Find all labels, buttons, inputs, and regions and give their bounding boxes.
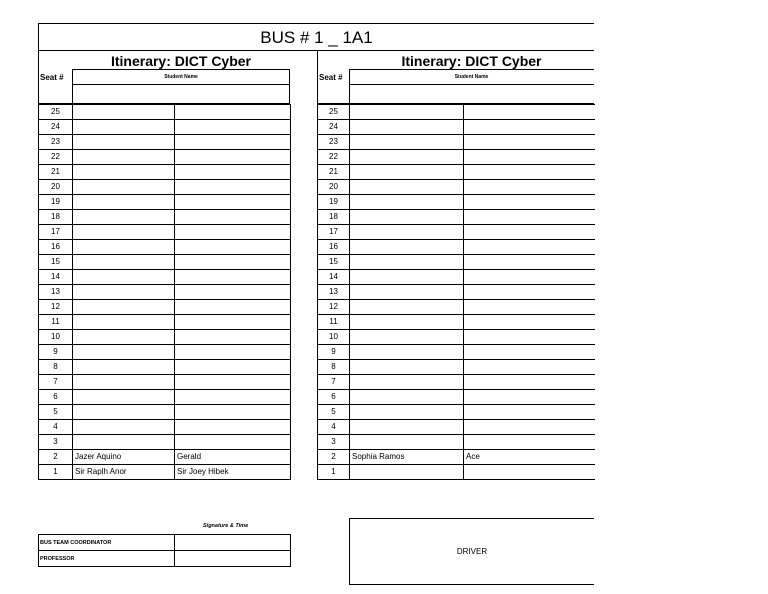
right-name-header: Student Name (454, 74, 489, 80)
seat-number: 1 (39, 465, 73, 480)
seat-row (39, 435, 291, 450)
seat-row (318, 360, 595, 375)
student-name-cell (464, 465, 595, 480)
student-name-cell (350, 105, 464, 120)
coordinator-label: BUS TEAM COORDINATOR (39, 535, 175, 551)
seat-number: 8 (39, 360, 73, 375)
student-name-cell (350, 270, 464, 285)
student-name-cell (350, 465, 464, 480)
student-name-cell (175, 195, 291, 210)
student-name-cell (464, 435, 595, 450)
seat-number: 10 (318, 330, 350, 345)
seat-number: 23 (318, 135, 350, 150)
seat-number: 13 (39, 285, 73, 300)
student-name-cell (350, 390, 464, 405)
coordinator-row (39, 535, 291, 551)
seat-row (318, 255, 595, 270)
student-name-cell (175, 120, 291, 135)
seat-row (39, 330, 291, 345)
seat-number: 9 (318, 345, 350, 360)
student-name-cell (350, 210, 464, 225)
seat-row (39, 225, 291, 240)
seat-row (318, 285, 595, 300)
right-blank-header-row (317, 85, 594, 104)
seat-number: 5 (318, 405, 350, 420)
student-name-cell (350, 225, 464, 240)
student-name-cell: Ace (464, 450, 595, 465)
left-seat-table (38, 104, 291, 480)
seat-number: 3 (39, 435, 73, 450)
student-name-cell (350, 345, 464, 360)
seat-number: 24 (39, 120, 73, 135)
left-seat-header: Seat # (40, 73, 64, 82)
left-seat-rows (39, 105, 291, 480)
student-name-cell (73, 195, 175, 210)
student-name-cell (73, 375, 175, 390)
seat-row (318, 120, 595, 135)
student-name-cell (464, 240, 595, 255)
student-name-cell: Sir Joey Hibek (175, 465, 291, 480)
driver-box: DRIVER (349, 518, 594, 585)
seat-row (318, 300, 595, 315)
student-name-cell (73, 420, 175, 435)
student-name-cell (73, 345, 175, 360)
student-name-cell (350, 435, 464, 450)
seat-row (39, 345, 291, 360)
student-name-cell: Sophia Ramos (350, 450, 464, 465)
seat-number: 21 (318, 165, 350, 180)
student-name-cell (350, 135, 464, 150)
left-itinerary-title: Itinerary: DICT Cyber (110, 53, 252, 69)
seat-number: 8 (318, 360, 350, 375)
student-name-cell: Sir Raplh Anor (73, 465, 175, 480)
seat-number: 23 (39, 135, 73, 150)
left-divider (72, 85, 73, 104)
student-name-cell (73, 285, 175, 300)
seat-number: 19 (318, 195, 350, 210)
seat-number: 15 (318, 255, 350, 270)
seat-row (318, 435, 595, 450)
seat-row (39, 180, 291, 195)
seat-number: 2 (318, 450, 350, 465)
student-name-cell (350, 300, 464, 315)
student-name-cell (175, 225, 291, 240)
seat-number: 14 (39, 270, 73, 285)
seat-number: 4 (39, 420, 73, 435)
student-name-cell (73, 435, 175, 450)
student-name-cell (464, 150, 595, 165)
student-name-cell (73, 315, 175, 330)
student-name-cell (350, 405, 464, 420)
seat-number: 16 (39, 240, 73, 255)
seat-number: 1 (318, 465, 350, 480)
professor-row (39, 551, 291, 567)
student-name-cell (73, 405, 175, 420)
seat-row (39, 135, 291, 150)
seat-row (318, 105, 595, 120)
student-name-cell (464, 135, 595, 150)
student-name-cell (350, 150, 464, 165)
student-name-cell (175, 420, 291, 435)
student-name-cell (73, 165, 175, 180)
student-name-cell (175, 105, 291, 120)
seat-row (318, 150, 595, 165)
seat-number: 25 (318, 105, 350, 120)
student-name-cell (464, 195, 595, 210)
seat-number: 21 (39, 165, 73, 180)
seat-number: 12 (39, 300, 73, 315)
seat-row (318, 180, 595, 195)
student-name-cell (175, 240, 291, 255)
student-name-cell (464, 105, 595, 120)
right-itinerary-title: Itinerary: DICT Cyber (401, 53, 542, 69)
student-name-cell (73, 255, 175, 270)
seat-number: 13 (318, 285, 350, 300)
student-name-cell (464, 120, 595, 135)
student-name-cell (73, 135, 175, 150)
seat-row (318, 345, 595, 360)
seat-number: 19 (39, 195, 73, 210)
seat-row (39, 165, 291, 180)
student-name-cell (464, 420, 595, 435)
seat-row (39, 420, 291, 435)
student-name-cell (464, 390, 595, 405)
seat-row (39, 150, 291, 165)
seat-number: 12 (318, 300, 350, 315)
student-name-cell (175, 180, 291, 195)
seat-row (318, 315, 595, 330)
seat-number: 17 (39, 225, 73, 240)
seat-row (318, 450, 595, 465)
student-name-cell: Jazer Aquino (73, 450, 175, 465)
seat-row (318, 225, 595, 240)
seat-number: 9 (39, 345, 73, 360)
seat-row (39, 375, 291, 390)
right-seat-table (317, 104, 595, 480)
student-name-cell (350, 420, 464, 435)
student-name-cell (175, 285, 291, 300)
seat-number: 7 (39, 375, 73, 390)
seat-number: 18 (318, 210, 350, 225)
student-name-cell (73, 360, 175, 375)
seat-row (39, 360, 291, 375)
student-name-cell (175, 300, 291, 315)
seat-row (39, 405, 291, 420)
coordinator-table (38, 534, 291, 567)
seat-row (318, 270, 595, 285)
student-name-cell (464, 345, 595, 360)
seat-number: 24 (318, 120, 350, 135)
seat-row (39, 120, 291, 135)
student-name-cell (73, 180, 175, 195)
left-blank-header-row (38, 85, 290, 104)
student-name-cell (73, 210, 175, 225)
seat-number: 11 (39, 315, 73, 330)
seat-row (318, 390, 595, 405)
seat-number: 5 (39, 405, 73, 420)
student-name-cell (350, 180, 464, 195)
seat-row (318, 135, 595, 150)
seat-number: 15 (39, 255, 73, 270)
student-name-cell (175, 405, 291, 420)
student-name-cell (464, 225, 595, 240)
coordinator-signature-cell (175, 535, 291, 551)
seat-row (318, 465, 595, 480)
student-name-cell (464, 165, 595, 180)
seat-number: 20 (39, 180, 73, 195)
student-name-cell (175, 135, 291, 150)
professor-signature-cell (175, 551, 291, 567)
seat-row (39, 390, 291, 405)
seat-row (318, 375, 595, 390)
seat-row (318, 405, 595, 420)
seat-row (39, 300, 291, 315)
right-seat-header: Seat # (319, 73, 343, 82)
student-name-cell (464, 330, 595, 345)
seat-row (318, 420, 595, 435)
student-name-cell (350, 240, 464, 255)
student-name-cell (464, 270, 595, 285)
seat-number: 17 (318, 225, 350, 240)
seat-row (318, 210, 595, 225)
seat-row (318, 330, 595, 345)
seat-row (39, 105, 291, 120)
student-name-cell (175, 375, 291, 390)
seat-row (39, 270, 291, 285)
professor-label: PROFESSOR (39, 551, 175, 567)
seat-row (39, 195, 291, 210)
seat-number: 22 (318, 150, 350, 165)
student-name-cell (175, 315, 291, 330)
student-name-cell (175, 435, 291, 450)
seat-number: 14 (318, 270, 350, 285)
student-name-cell (464, 285, 595, 300)
right-seat-rows (318, 105, 595, 480)
student-name-cell (350, 285, 464, 300)
seat-number: 3 (318, 435, 350, 450)
seat-number: 6 (39, 390, 73, 405)
student-name-cell (175, 345, 291, 360)
student-name-cell (73, 120, 175, 135)
seat-number: 6 (318, 390, 350, 405)
student-name-cell (464, 315, 595, 330)
seat-row (39, 465, 291, 480)
left-name-header: Student Name (164, 74, 198, 80)
student-name-cell (350, 315, 464, 330)
seat-number: 20 (318, 180, 350, 195)
student-name-cell (175, 165, 291, 180)
seat-row (318, 195, 595, 210)
student-name-cell (73, 300, 175, 315)
student-name-cell (175, 255, 291, 270)
student-name-cell (350, 195, 464, 210)
right-divider (349, 85, 350, 104)
student-name-cell (464, 255, 595, 270)
page-title: BUS # 1 _ 1A1 (38, 23, 594, 51)
seat-row (39, 255, 291, 270)
seat-row (39, 210, 291, 225)
student-name-cell (350, 165, 464, 180)
student-name-cell (464, 180, 595, 195)
student-name-cell (464, 300, 595, 315)
student-name-cell (175, 210, 291, 225)
seat-number: 18 (39, 210, 73, 225)
student-name-cell (73, 150, 175, 165)
student-name-cell (175, 150, 291, 165)
seat-number: 22 (39, 150, 73, 165)
student-name-cell (175, 390, 291, 405)
student-name-cell (73, 225, 175, 240)
signature-time-label: Signature & Time (203, 523, 249, 529)
seat-number: 11 (318, 315, 350, 330)
seat-row (318, 240, 595, 255)
student-name-cell (464, 360, 595, 375)
student-name-cell (350, 375, 464, 390)
seat-number: 2 (39, 450, 73, 465)
seat-number: 4 (318, 420, 350, 435)
seat-number: 10 (39, 330, 73, 345)
student-name-cell (73, 270, 175, 285)
seat-number: 25 (39, 105, 73, 120)
seat-row (39, 315, 291, 330)
student-name-cell (350, 255, 464, 270)
seat-row (39, 285, 291, 300)
student-name-cell (464, 405, 595, 420)
student-name-cell (73, 330, 175, 345)
seat-row (39, 450, 291, 465)
student-name-cell (73, 240, 175, 255)
student-name-cell (73, 105, 175, 120)
student-name-cell (350, 330, 464, 345)
seat-number: 16 (318, 240, 350, 255)
seat-row (39, 240, 291, 255)
student-name-cell: Gerald (175, 450, 291, 465)
student-name-cell (350, 120, 464, 135)
student-name-cell (175, 330, 291, 345)
student-name-cell (464, 375, 595, 390)
seat-row (318, 165, 595, 180)
student-name-cell (175, 270, 291, 285)
seat-number: 7 (318, 375, 350, 390)
student-name-cell (73, 390, 175, 405)
student-name-cell (350, 360, 464, 375)
student-name-cell (464, 210, 595, 225)
student-name-cell (175, 360, 291, 375)
